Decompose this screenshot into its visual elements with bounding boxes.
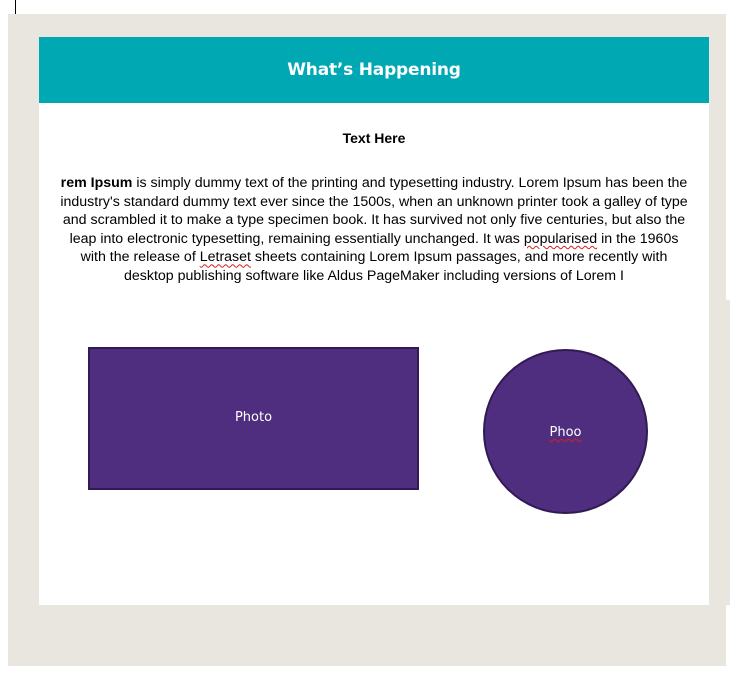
frame-edge [726, 300, 730, 605]
photo-circle-shape[interactable] [483, 349, 648, 514]
header-banner[interactable] [39, 37, 709, 103]
photo-rectangle-shape[interactable] [88, 347, 419, 490]
misspelled-word-popularised[interactable]: popularised [523, 230, 598, 247]
paragraph-text-3: sheets containing Lorem Ipsum passages, and more recently with desktop publishing software like Aldus PageMaker including versions of Lorem I [124, 249, 668, 284]
photo-circle-label: Phoo [549, 425, 582, 440]
paragraph-text-1: is simply dummy text of the printing and typesetting industry. Lorem Ipsum has been the industry's standard dummy text ever since the 1500s, when an unknown printer took a galley of type and scrambled it to make a type specimen book. It has survived not only five centuries, but also the leap into electronic typesetting, remaining essentially unchanged. It was [60, 175, 688, 247]
photo-rectangle-label: Photo [234, 409, 273, 425]
text-cursor [15, 0, 16, 14]
misspelled-word-letraset[interactable]: Letraset [199, 249, 251, 266]
subheading[interactable]: Text Here [342, 130, 406, 146]
paragraph-text-2: in the 1960s with the release of [80, 230, 679, 266]
document-page[interactable] [39, 37, 709, 605]
paragraph-lead-bold: rem Ipsum [60, 175, 133, 191]
body-paragraph[interactable] [55, 174, 693, 286]
banner-title: What’s Happening [287, 60, 461, 80]
